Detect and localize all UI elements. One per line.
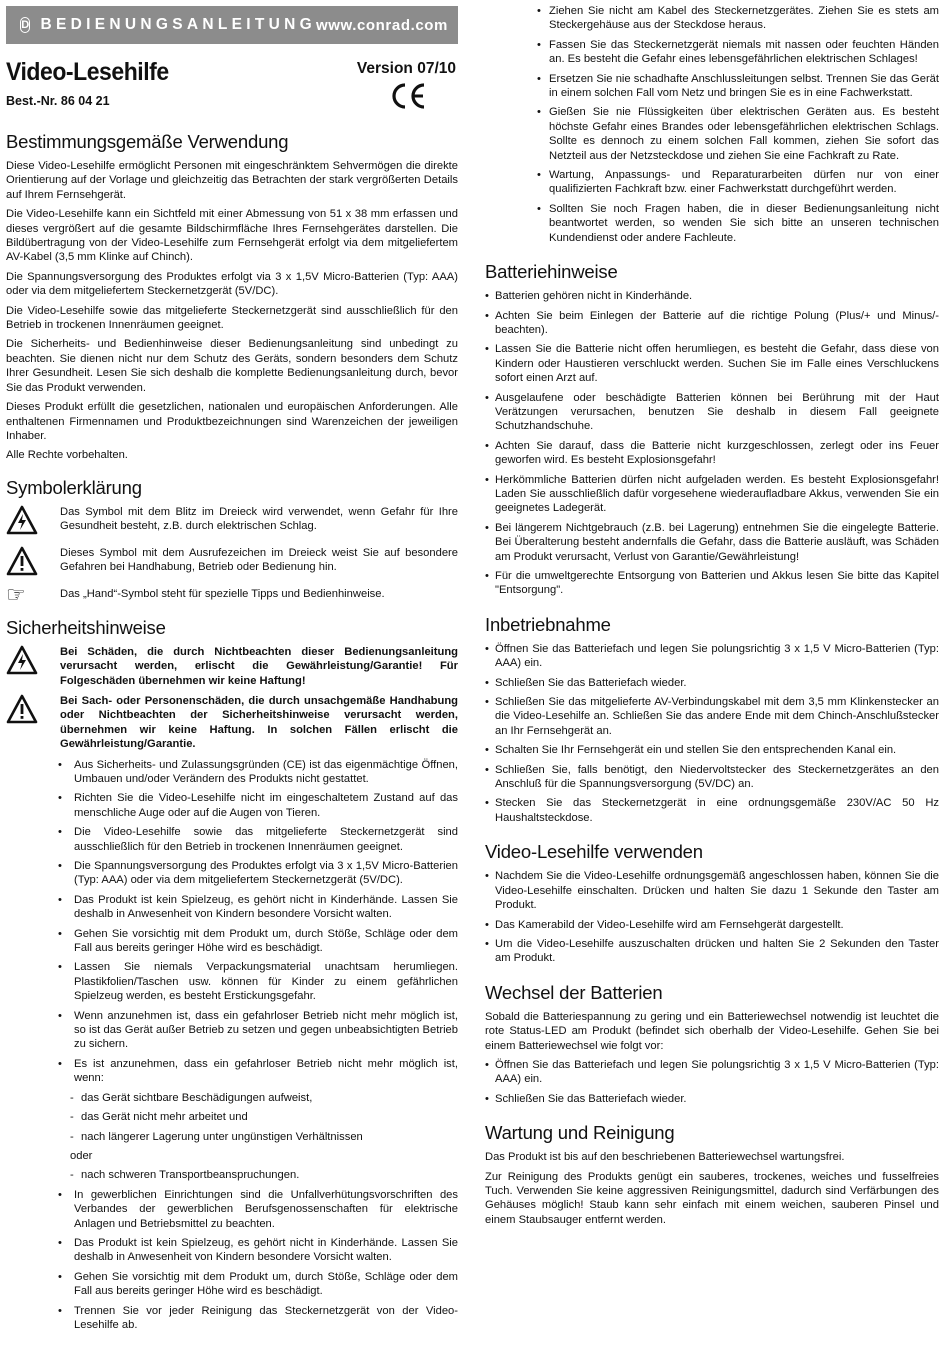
warning-text: Bei Schäden, die durch Nichtbeachten dieser Bedienungsanleitung verursacht werden, erlischt die Gewährleistung/Garantie! Für Folgeschäden übernehmen wir keine Haftung! [60, 645, 458, 687]
condition-list [70, 1091, 458, 1144]
exclamation-warning-icon [6, 546, 60, 581]
section-usage [485, 841, 939, 965]
section-heading: Wartung und Reinigung [485, 1122, 675, 1144]
list-item: • Das Produkt ist kein Spielzeug, es gehört nicht in Kinderhände. Lassen Sie deshalb in Anwesenheit von Kindern besondere Vorsicht walten. [58, 893, 458, 922]
list-item: • Herkömmliche Batterien dürfen nicht aufgeladen werden. Es besteht Explosionsgefahr! Laden Sie ausschließlich dafür vorgesehene wiederaufladbare Akkus, verwenden Sie ein geeignetes Ladegerät. [485, 473, 939, 516]
list-item: • Nachdem Sie die Video-Lesehilfe ordnungsgemäß angeschlossen haben, können Sie die Video-Lesehilfe einschalten. Drücken und halten Sie dazu 1 Sekunde den Taster am Produkt. [485, 869, 939, 912]
list-item: • Richten Sie die Video-Lesehilfe nicht im eingeschaltetem Zustand auf das menschliche Auge oder auf die Augen von Tieren. [58, 791, 458, 820]
list-item: • Öffnen Sie das Batteriefach und legen Sie polungsrichtig 3 x 1,5 V Micro-Batterien (Typ: AAA) ein. [485, 1058, 939, 1087]
safety-list-continued [537, 4, 939, 245]
list-item: • Schließen Sie das Batteriefach wieder. [485, 676, 939, 690]
symbol-row [6, 581, 458, 607]
list-item: • Gehen Sie vorsichtig mit dem Produkt um, durch Stöße, Schläge oder dem Fall aus bereits geringer Höhe wird es beschädigt. [58, 927, 458, 956]
symbol-row [6, 546, 458, 581]
left-column [6, 0, 458, 1337]
right-column [485, 0, 939, 1232]
section-maintenance [485, 1122, 939, 1227]
battery-list [485, 289, 939, 598]
list-item: • Trennen Sie vor jeder Reinigung das Steckernetzgerät von der Video-Lesehilfe ab. [58, 1304, 458, 1333]
list-item: • Wartung, Anpassungs- und Reparaturarbeiten dürfen nur von einer qualifizierten Fachkraft bzw. einer Fachwerkstatt durchgeführt werden. [537, 168, 939, 197]
list-item: • Die Video-Lesehilfe sowie das mitgelieferte Steckernetzgerät sind ausschließlich für den Betrieb in trockenen Innenräumen geeignet. [58, 825, 458, 854]
section-heading: Batteriehinweise [485, 261, 618, 283]
list-item: - das Gerät sichtbare Beschädigungen aufweist, [70, 1091, 458, 1105]
document-title: Video-Lesehilfe [6, 58, 169, 86]
warning-text: Bei Sach- oder Personenschäden, die durch unsachgemäße Handhabung oder Nichtbeachten der Sicherheitshinweise verursacht werden, übernehmen wir keine Haftung. In solchen Fällen erlischt die Gewährleistung/Garantie. [60, 694, 458, 751]
list-item: • Es ist anzunehmen, dass ein gefahrloser Betrieb nicht mehr möglich ist, wenn: [58, 1057, 458, 1086]
order-number: Best.-Nr. 86 04 21 [6, 94, 110, 108]
language-badge: D [21, 19, 30, 31]
usage-list [485, 869, 939, 965]
section-heading: Symbolerklärung [6, 476, 142, 498]
section-safety [6, 617, 458, 1333]
list-item: • Bei längerem Nichtgebrauch (z.B. bei Lagerung) entnehmen Sie die eingelegte Batterie. Bei Überalterung besteht andernfalls die Gefahr, dass die Batterie ausläuft, was Schäden am Produkt verursacht, Verlust von Garantie/Gewährleistung! [485, 521, 939, 564]
list-item: • Ziehen Sie nicht am Kabel des Steckernetzgerätes. Ziehen Sie es stets am Steckergehäuse aus der Steckdose heraus. [537, 4, 939, 33]
list-item: • Um die Video-Lesehilfe auszuschalten drücken und halten Sie 2 Sekunden den Taster am Produkt. [485, 937, 939, 966]
setup-list [485, 642, 939, 825]
list-item: • Für die umweltgerechte Entsorgung von Batterien und Akkus lesen Sie bitte das Kapitel "Entsorgung". [485, 569, 939, 598]
list-item: • Gehen Sie vorsichtig mit dem Produkt um, durch Stöße, Schläge oder dem Fall aus bereits geringer Höhe wird es beschädigt. [58, 1270, 458, 1299]
list-item: • Aus Sicherheits- und Zulassungsgründen (CE) ist das eigenmächtige Öffnen, Umbauen und/oder Verändern des Produkts nicht gestattet. [58, 758, 458, 787]
section-setup [485, 614, 939, 825]
paragraph: Die Video-Lesehilfe kann ein Sichtfeld mit einer Abmessung von 51 x 38 mm erfassen und dieses vergrößert auf die gesamte Bildschirmfläche Ihres Fernsehgerätes darstellen. Die Bildübertragung von der Video-Lesehilfe zum Fernsehgerät erfolgt via dem mitgeliefertem AV-Kabel (3,5 mm Klinke auf Chinch). [6, 208, 458, 264]
list-item: • Achten Sie darauf, dass die Batterie nicht kurzgeschlossen, zerlegt oder ins Feuer geworfen wird. Es besteht Explosionsgefahr! [485, 439, 939, 468]
paragraph: Die Video-Lesehilfe sowie das mitgelieferte Steckernetzgerät sind ausschließlich für den Betrieb in trockenen Innenräumen geeignet. [6, 304, 458, 332]
section-heading: Inbetriebnahme [485, 613, 611, 635]
paragraph: Die Spannungsversorgung des Produktes erfolgt via 3 x 1,5V Micro-Batterien (Typ: AAA) oder via dem mitgeliefertem Steckernetzgerät (5V/DC). [6, 270, 458, 298]
list-item: - nach längerer Lagerung unter ungünstigen Verhältnissen [70, 1130, 458, 1144]
list-item: - das Gerät nicht mehr arbeitet und [70, 1110, 458, 1124]
paragraph: Alle Rechte vorbehalten. [6, 449, 128, 462]
paragraph: Die Sicherheits- und Bedienhinweise dieser Bedienungsanleitung sind unbedingt zu beachten. Sie dienen nicht nur dem Schutz des Geräts, sondern besonders dem Schutz Ihrer Gesundheit. Lesen Sie sich deshalb die komplette Bedienungsanleitung durch, bevor Sie das Produkt verwenden. [6, 338, 458, 394]
list-item: • Ausgelaufene oder beschädigte Batterien können bei Berührung mit der Haut Verätzungen verursachen, benutzen Sie deshalb in diesem Fall geeignete Schutzhandschuhe. [485, 391, 939, 434]
list-item: • Die Spannungsversorgung des Produktes erfolgt via 3 x 1,5V Micro-Batterien (Typ: AAA) oder via dem mitgeliefertem Steckernetzgerät (5V/DC). [58, 859, 458, 888]
document-header [6, 58, 458, 120]
version-label: Version 07/10 [356, 60, 456, 77]
header-url[interactable]: www.conrad.com [315, 16, 448, 34]
safety-list [58, 758, 458, 1086]
list-item: • Schließen Sie das mitgelieferte AV-Verbindungskabel mit dem 3,5 mm Klinkenstecker an die Video-Lesehilfe an. Schließen Sie das andere Ende mit dem Chinch-Anschlußstecker an Ihr Fernsehgerät an. [485, 695, 939, 738]
list-item: • Schließen Sie das Batteriefach wieder. [485, 1092, 939, 1106]
warning-row [6, 694, 458, 752]
symbol-description: Dieses Symbol mit dem Ausrufezeichen im Dreieck weist Sie auf besondere Gefahren bei Handhabung, Betrieb oder Bedienung hin. [60, 546, 458, 574]
paragraph: Dieses Produkt erfüllt die gesetzlichen, nationalen und europäischen Anforderungen. Alle enthaltenen Firmennamen und Produktbezeichnungen sind Warenzeichen der jeweiligen Inhaber. [6, 401, 458, 442]
battery-change-list [485, 1058, 939, 1106]
list-item: • Ersetzen Sie nie schadhafte Anschlussleitungen selbst. Trennen Sie das Gerät in einem solchen Fall vom Netz und bringen Sie es in eine Fachwerkstatt. [537, 72, 939, 101]
list-item: • Fassen Sie das Steckernetzgerät niemals mit nassen oder feuchten Händen an. Es besteht die Gefahr eines lebensgefährlichen elektrischen Schlages! [537, 38, 939, 67]
paragraph: Diese Video-Lesehilfe ermöglicht Personen mit eingeschränktem Sehvermögen die direkte Orientierung auf der Vorlage und gleichzeitig das Betrachten der stark vergrößerten Details auf Ihrem Fernsehgerät. [6, 160, 458, 201]
list-item: - nach schweren Transportbeanspruchungen. [70, 1168, 458, 1182]
ce-mark-icon [390, 81, 428, 111]
safety-list [58, 1188, 458, 1333]
list-item: • Achten Sie beim Einlegen der Batterie auf die richtige Polung (Plus/+ und Minus/- beachten). [485, 309, 939, 338]
section-heading: Video-Lesehilfe verwenden [485, 841, 703, 863]
warning-row [6, 645, 458, 688]
pointing-hand-icon: ☞ [6, 581, 26, 607]
lightning-warning-icon [6, 505, 60, 540]
symbol-row [6, 505, 458, 540]
paragraph: Sobald die Batteriespannung zu gering und ein Batteriewechsel notwendig ist leuchtet die rote Status-LED am Produkt (befindet sich oberhalb der Video-Lesehilfe. Gehen Sie bei einem Batteriewechsel wie folgt vor: [485, 1010, 939, 1052]
section-heading: Bestimmungsgemäße Verwendung [6, 131, 289, 152]
section-battery-change [485, 982, 939, 1106]
list-item: • Gießen Sie nie Flüssigkeiten über elektrischen Geräten aus. Es besteht höchste Gefahr eines Brandes oder lebensgefährlichen elektrischen Schlags. Sollte es dennoch zu einem solchen Fall kommen, ziehen Sie sofort das Netzteil aus der Netzsteckdose und ziehen Sie eine Fachkraft zu Rate. [537, 105, 939, 163]
section-intended-use [6, 131, 458, 463]
paragraph: Zur Reinigung des Produkts genügt ein sauberes, trockenes, weiches und fusselfreies Tuch. Verwenden Sie keine aggressiven Reinigungsmittel, dadurch sind Verfärbungen des Gehäuses möglich! Staub kann sehr einfach mit einem weichen, sauberen Pinsel und einem Staubsauger entfernt werden. [485, 1170, 939, 1226]
list-item: • Lassen Sie niemals Verpackungsmaterial unachtsam herumliegen. Plastikfolien/Taschen usw. können für Kinder zu einem gefährlichen Spielzeug werden, es besteht Erstickungsgefahr. [58, 960, 458, 1003]
list-item: • Schließen Sie, falls benötigt, den Niedervoltstecker des Steckernetzgerätes an den Anschluß für die Spannungsversorgung (5V/DC) an. [485, 763, 939, 792]
section-battery-notes [485, 261, 939, 598]
list-item: • Das Kamerabild der Video-Lesehilfe wird am Fernsehgerät dargestellt. [485, 918, 939, 932]
section-heading: Sicherheitshinweise [6, 616, 166, 638]
lightning-warning-icon [6, 645, 60, 680]
list-item: • Das Produkt ist kein Spielzeug, es gehört nicht in Kinderhände. Lassen Sie deshalb in Anwesenheit von Kindern besondere Vorsicht walten. [58, 1236, 458, 1265]
symbol-description: Das Symbol mit dem Blitz im Dreieck wird verwendet, wenn Gefahr für Ihre Gesundheit besteht, z.B. durch elektrischen Schlag. [60, 505, 458, 533]
condition-list [70, 1168, 458, 1182]
list-item: • Schalten Sie Ihr Fernsehgerät ein und stellen Sie den entsprechenden Kanal ein. [485, 743, 939, 757]
list-item: • Stecken Sie das Steckernetzgerät in eine ordnungsgemäße 230V/AC 50 Hz Haushaltsteckdose. [485, 796, 939, 825]
list-item: • Lassen Sie die Batterie nicht offen herumliegen, es besteht die Gefahr, dass diese von Kindern oder Haustieren verschluckt werden. Suchen Sie im Falle eines Verschluckens sofort einen Arzt auf. [485, 342, 939, 385]
header-title: BEDIENUNGSANLEITUNG [40, 16, 316, 33]
section-heading: Wechsel der Batterien [485, 981, 663, 1003]
list-item: • Sollten Sie noch Fragen haben, die in dieser Bedienungsanleitung nicht beantwortet werden, so wenden Sie sich bitte an unseren technischen Kundendienst oder andere Fachleute. [537, 202, 939, 245]
list-item: • Batterien gehören nicht in Kinderhände. [485, 289, 939, 303]
oder-text: oder [70, 1149, 93, 1162]
section-symbols [6, 476, 458, 607]
list-item: • Öffnen Sie das Batteriefach und legen Sie polungsrichtig 3 x 1,5 V Micro-Batterien (Typ: AAA) ein. [485, 642, 939, 671]
header-bar [6, 6, 458, 44]
symbol-description: Das „Hand“-Symbol steht für spezielle Tipps und Bedienhinweise. [60, 587, 385, 600]
exclamation-warning-icon [6, 694, 60, 729]
list-item: • Wenn anzunehmen ist, dass ein gefahrloser Betrieb nicht mehr möglich ist, so ist das Gerät außer Betrieb zu setzen und gegen unbeabsichtigten Betrieb zu sichern. [58, 1009, 458, 1052]
paragraph: Das Produkt ist bis auf den beschriebenen Batteriewechsel wartungsfrei. [485, 1151, 845, 1164]
list-item: • In gewerblichen Einrichtungen sind die Unfallverhütungsvorschriften des Verbandes der gewerblichen Berufsgenossenschaften für elektrische Anlagen und Betriebsmittel zu beachten. [58, 1188, 458, 1231]
